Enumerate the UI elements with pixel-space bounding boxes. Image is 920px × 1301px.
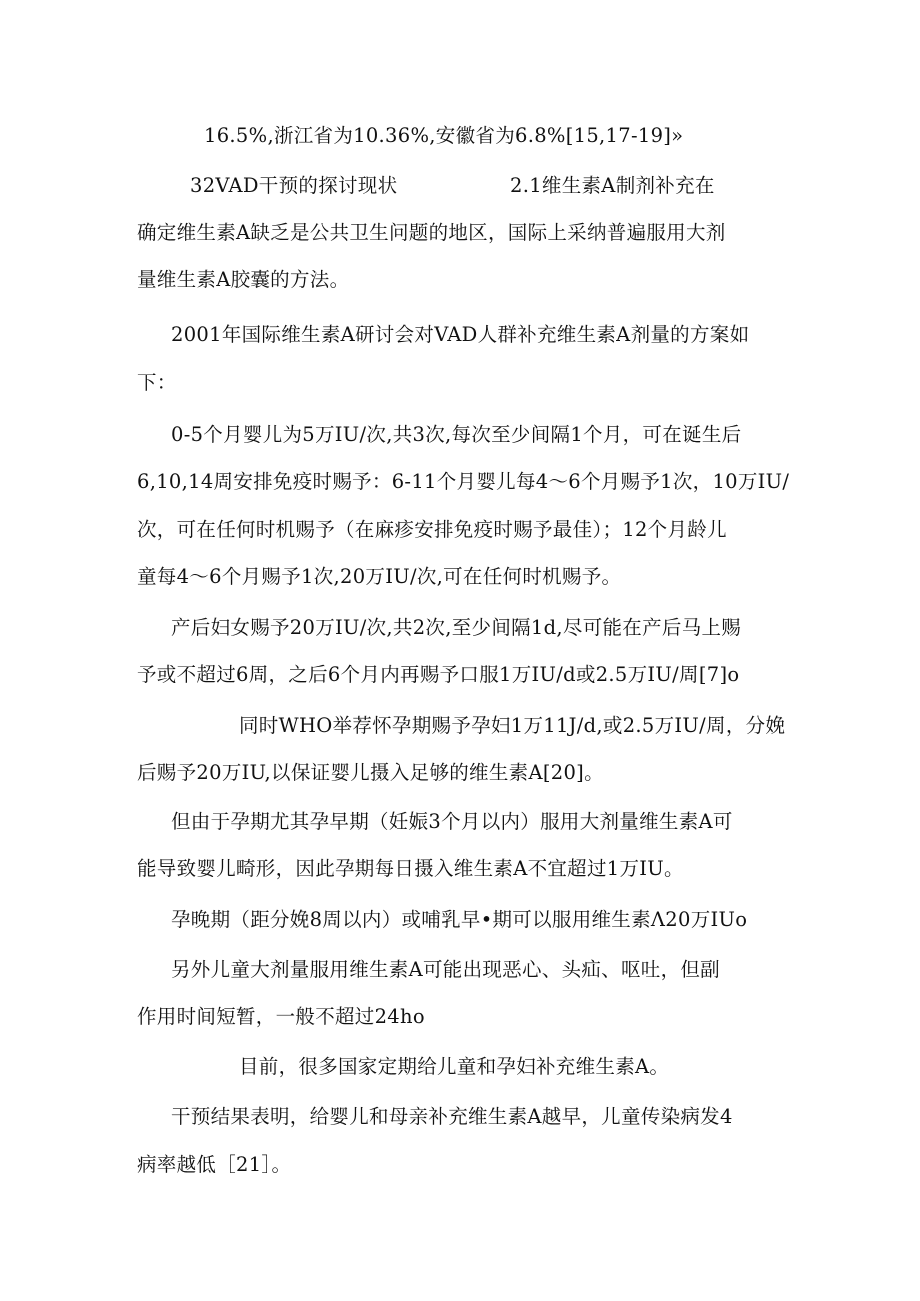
paragraph-line: 孕晚期（距分娩8周以内）或哺乳早•期可以服用维生素Λ20万IUo [171, 908, 748, 931]
text-line-prevalence: 16.5%,浙江省为10.36%,安徽省为6.8%[15,17-19]» [204, 124, 684, 147]
paragraph-line: 作用时间短暂，一般不超过24ho [137, 1005, 425, 1028]
paragraph-line: 干预结果表明，给婴儿和母亲补充维生素A越早，儿童传染病发4 [171, 1105, 733, 1128]
paragraph-line: 量维生素A胶囊的方法。 [137, 268, 350, 291]
subsection-heading-supplement: 2.1维生素A制剂补充在 [510, 174, 715, 197]
paragraph-line: 2001年国际维生素A研讨会对VAD人群补充维生素A剂量的方案如 [171, 323, 750, 346]
paragraph-line: 童每4～6个月赐予1次,20万IU/次,可在任何时机赐予。 [137, 565, 622, 588]
paragraph-line: 下： [137, 371, 177, 394]
paragraph-line: 次，可在任何时机赐予（在麻疹安排免疫时赐予最佳）；12个月龄儿 [137, 518, 727, 541]
paragraph-line: 但由于孕期尤其孕早期（妊娠3个月以内）服用大剂量维生素A可 [171, 810, 733, 833]
section-heading-row [190, 172, 890, 200]
paragraph-line: 6,10,14周安排免疫时赐予：6-11个月婴儿每4～6个月赐予1次，10万IU/ [137, 470, 790, 493]
paragraph-line: 目前，很多国家定期给儿童和孕妇补充维生素A。 [239, 1055, 670, 1078]
paragraph-line: 予或不超过6周，之后6个月内再赐予口服1万IU/d或2.5万IU/周[7]o [137, 663, 740, 686]
paragraph-line: 0-5个月婴儿为5万IU/次,共3次,每次至少间隔1个月，可在诞生后 [171, 423, 742, 446]
section-heading-vad-intervention: 32VAD干预的探讨现状 [190, 174, 398, 197]
paragraph-line: 另外儿童大剂量服用维生素A可能出现恶心、头疝、呕吐，但副 [171, 958, 720, 981]
paragraph-line: 能导致婴儿畸形，因此孕期每日摄入维生素A不宜超过1万IU。 [137, 857, 684, 880]
paragraph-line: 后赐予20万IU,以保证婴儿摄入足够的维生素A[20]。 [137, 761, 604, 784]
paragraph-line: 确定维生素A缺乏是公共卫生问题的地区，国际上采纳普遍服用大剂 [137, 221, 726, 244]
paragraph-line: 病率越低［21］。 [137, 1153, 292, 1176]
paragraph-line: 产后妇女赐予20万IU/次,共2次,至少间隔1d,尽可能在产后马上赐 [171, 616, 742, 639]
paragraph-line: 同时WHO举荐怀孕期赐予孕妇1万11J/d,或2.5万IU/周，分娩 [239, 714, 786, 737]
